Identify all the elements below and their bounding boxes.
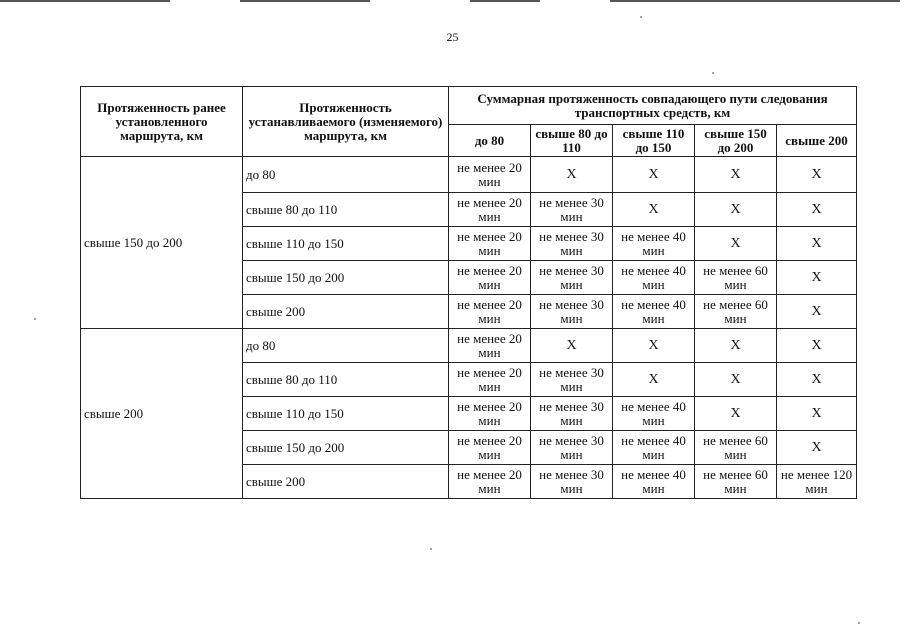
- interval-cell: Х: [695, 329, 777, 363]
- page-number: 25: [446, 30, 459, 44]
- route-length-cell: свыше 110 до 150: [243, 227, 449, 261]
- interval-cell: не менее 40 мин: [613, 227, 695, 261]
- interval-cell: не менее 20 мин: [449, 261, 531, 295]
- scan-edge-line: [610, 0, 900, 2]
- header-shared-path-length: Суммарная протяженность совпадающего пути следования транспортных средств, км: [449, 87, 857, 125]
- route-length-cell: свыше 80 до 110: [243, 193, 449, 227]
- interval-cell: не менее 20 мин: [449, 193, 531, 227]
- interval-cell: не менее 30 мин: [531, 465, 613, 499]
- group-label: свыше 150 до 200: [81, 157, 243, 329]
- interval-cell: не менее 30 мин: [531, 363, 613, 397]
- scan-edge-line: [240, 0, 370, 2]
- header-previous-route-length: Протяженность ранее установленного маршрута, км: [81, 87, 243, 157]
- interval-cell: не менее 30 мин: [531, 295, 613, 329]
- route-length-cell: свыше 200: [243, 465, 449, 499]
- table-row: [81, 157, 857, 193]
- interval-cell: не менее 120 мин: [777, 465, 857, 499]
- interval-cell: не менее 20 мин: [449, 227, 531, 261]
- schedule-interval-table: [80, 86, 857, 499]
- route-length-cell: свыше 200: [243, 295, 449, 329]
- interval-cell: Х: [531, 157, 613, 193]
- subheader-cell: свыше 200: [777, 125, 857, 157]
- scan-speck: [430, 548, 432, 550]
- group-label: свыше 200: [81, 329, 243, 499]
- header-new-route-length: Протяженность устанавливаемого (изменяемого) маршрута, км: [243, 87, 449, 157]
- route-length-cell: свыше 150 до 200: [243, 261, 449, 295]
- interval-cell: не менее 20 мин: [449, 329, 531, 363]
- interval-cell: Х: [613, 157, 695, 193]
- interval-cell: Х: [777, 363, 857, 397]
- subheader-cell: свыше 150 до 200: [695, 125, 777, 157]
- interval-cell: Х: [695, 363, 777, 397]
- interval-cell: не менее 20 мин: [449, 465, 531, 499]
- interval-cell: не менее 60 мин: [695, 295, 777, 329]
- interval-cell: не менее 30 мин: [531, 261, 613, 295]
- interval-cell: не менее 60 мин: [695, 261, 777, 295]
- interval-cell: Х: [531, 329, 613, 363]
- scan-edge-line: [470, 0, 540, 2]
- scan-speck: [712, 72, 714, 74]
- scan-speck: [858, 622, 860, 624]
- interval-cell: не менее 40 мин: [613, 261, 695, 295]
- interval-cell: Х: [695, 227, 777, 261]
- interval-cell: Х: [613, 329, 695, 363]
- route-length-cell: свыше 110 до 150: [243, 397, 449, 431]
- interval-cell: Х: [695, 193, 777, 227]
- interval-cell: Х: [613, 193, 695, 227]
- subheader-cell: свыше 110 до 150: [613, 125, 695, 157]
- interval-cell: не менее 40 мин: [613, 431, 695, 465]
- interval-cell: Х: [777, 261, 857, 295]
- interval-cell: Х: [695, 157, 777, 193]
- interval-cell: не менее 30 мин: [531, 193, 613, 227]
- interval-cell: не менее 20 мин: [449, 157, 531, 193]
- interval-cell: Х: [777, 329, 857, 363]
- interval-cell: не менее 60 мин: [695, 465, 777, 499]
- interval-cell: не менее 30 мин: [531, 397, 613, 431]
- interval-cell: не менее 40 мин: [613, 397, 695, 431]
- interval-cell: не менее 60 мин: [695, 431, 777, 465]
- interval-cell: Х: [777, 157, 857, 193]
- interval-cell: Х: [777, 295, 857, 329]
- route-length-cell: до 80: [243, 157, 449, 193]
- interval-cell: не менее 20 мин: [449, 295, 531, 329]
- interval-cell: Х: [777, 431, 857, 465]
- interval-cell: не менее 40 мин: [613, 465, 695, 499]
- interval-cell: не менее 30 мин: [531, 431, 613, 465]
- interval-cell: Х: [695, 397, 777, 431]
- table-row: [81, 329, 857, 363]
- subheader-cell: до 80: [449, 125, 531, 157]
- scan-speck: [34, 318, 36, 320]
- route-length-cell: свыше 150 до 200: [243, 431, 449, 465]
- interval-cell: Х: [777, 397, 857, 431]
- interval-cell: Х: [613, 363, 695, 397]
- interval-cell: Х: [777, 227, 857, 261]
- scan-edge-line: [0, 0, 170, 2]
- scan-speck: [640, 16, 642, 18]
- route-length-cell: свыше 80 до 110: [243, 363, 449, 397]
- interval-cell: не менее 40 мин: [613, 295, 695, 329]
- interval-cell: не менее 20 мин: [449, 397, 531, 431]
- interval-cell: не менее 30 мин: [531, 227, 613, 261]
- interval-cell: не менее 20 мин: [449, 363, 531, 397]
- route-length-cell: до 80: [243, 329, 449, 363]
- interval-cell: Х: [777, 193, 857, 227]
- interval-cell: не менее 20 мин: [449, 431, 531, 465]
- subheader-cell: свыше 80 до 110: [531, 125, 613, 157]
